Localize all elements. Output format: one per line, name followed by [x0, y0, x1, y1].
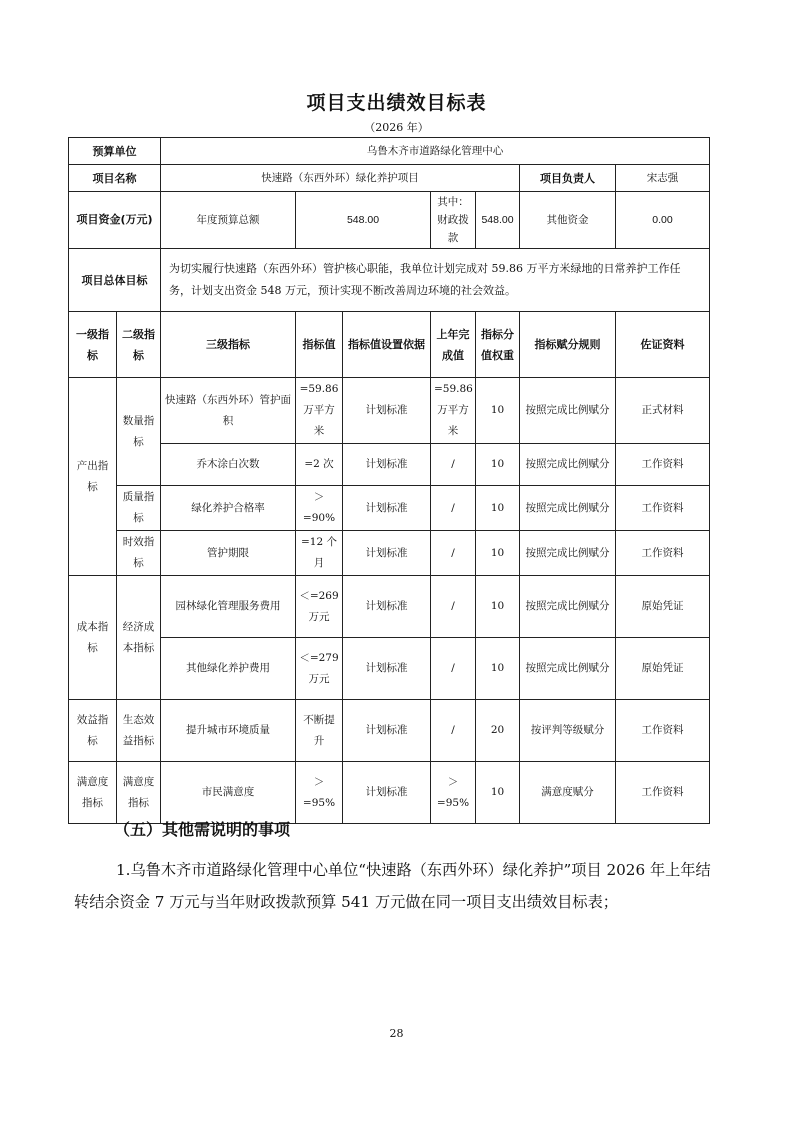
indicator-evidence: 工作资料 [616, 486, 710, 531]
indicator-value: ＜=279 万元 [296, 638, 343, 700]
indicator-last-year: / [431, 700, 476, 762]
indicator-weight: 10 [476, 531, 520, 576]
group-output: 产出指标 [69, 378, 117, 576]
fiscal-value: 548.00 [476, 192, 520, 249]
table-row [69, 378, 710, 444]
indicator-name: 绿化养护合格率 [161, 486, 296, 531]
indicator-last-year: / [431, 576, 476, 638]
page-title: 项目支出绩效目标表 [306, 92, 487, 114]
table-row [69, 531, 710, 576]
indicator-evidence: 原始凭证 [616, 576, 710, 638]
indicator-last-year: / [431, 531, 476, 576]
group-satisfaction: 满意度指标 [69, 762, 117, 824]
table-row [69, 762, 710, 824]
indicator-weight: 10 [476, 444, 520, 486]
table-row [69, 138, 710, 165]
section-heading: （五）其他需说明的事项 [114, 820, 291, 839]
indicator-basis: 计划标准 [343, 638, 431, 700]
indicator-evidence: 正式材料 [616, 378, 710, 444]
indicator-name: 其他绿化养护费用 [161, 638, 296, 700]
header-row [69, 312, 710, 378]
annual-total-value: 548.00 [296, 192, 431, 249]
header-weight: 指标分值权重 [476, 312, 520, 378]
group-cost: 成本指标 [69, 576, 117, 700]
indicator-weight: 10 [476, 762, 520, 824]
owner-value: 宋志强 [616, 165, 710, 192]
table-row [69, 576, 710, 638]
indicator-name: 快速路（东西外环）管护面积 [161, 378, 296, 444]
indicator-rule: 按评判等级赋分 [520, 700, 616, 762]
indicator-last-year: ＞=95% [431, 762, 476, 824]
indicator-value: ＜=269 万元 [296, 576, 343, 638]
indicator-weight: 20 [476, 700, 520, 762]
indicator-value: =12 个月 [296, 531, 343, 576]
indicator-evidence: 工作资料 [616, 531, 710, 576]
project-name-value: 快速路（东西外环）绿化养护项目 [161, 165, 520, 192]
indicator-name: 管护期限 [161, 531, 296, 576]
indicator-basis: 计划标准 [343, 444, 431, 486]
indicator-name: 乔木涂白次数 [161, 444, 296, 486]
indicator-rule: 按照完成比例赋分 [520, 576, 616, 638]
indicator-name: 市民满意度 [161, 762, 296, 824]
header-basis: 指标值设置依据 [343, 312, 431, 378]
header-level2: 二级指标 [117, 312, 161, 378]
funds-label: 项目资金(万元) [69, 192, 161, 249]
header-value: 指标值 [296, 312, 343, 378]
group-satisfaction-sub: 满意度指标 [117, 762, 161, 824]
other-funds-label: 其他资金 [520, 192, 616, 249]
indicator-basis: 计划标准 [343, 531, 431, 576]
table-row [69, 249, 710, 312]
group-quality: 质量指标 [117, 486, 161, 531]
indicator-basis: 计划标准 [343, 378, 431, 444]
performance-table [68, 137, 710, 824]
table-row [69, 192, 710, 249]
indicator-value: ＞=95% [296, 762, 343, 824]
table-year: （2026 年） [364, 121, 429, 134]
other-funds-value: 0.00 [616, 192, 710, 249]
indicator-evidence: 工作资料 [616, 444, 710, 486]
project-name-label: 项目名称 [69, 165, 161, 192]
indicator-basis: 计划标准 [343, 762, 431, 824]
indicator-evidence: 工作资料 [616, 762, 710, 824]
goal-label: 项目总体目标 [69, 249, 161, 312]
indicator-rule: 按照完成比例赋分 [520, 378, 616, 444]
table-row [69, 444, 710, 486]
indicator-name: 提升城市环境质量 [161, 700, 296, 762]
indicator-evidence: 原始凭证 [616, 638, 710, 700]
page-number: 28 [389, 1027, 404, 1040]
goal-text: 为切实履行快速路（东西外环）管护核心职能，我单位计划完成对 59.86 万平方米绿地的日常养护工作任务，计划支出资金 548 万元，预计实现不断改善周边环境的社会效益。 [161, 249, 710, 312]
indicator-rule: 按照完成比例赋分 [520, 444, 616, 486]
indicator-rule: 按照完成比例赋分 [520, 486, 616, 531]
header-level1: 一级指标 [69, 312, 117, 378]
budget-unit-label: 预算单位 [69, 138, 161, 165]
indicator-evidence: 工作资料 [616, 700, 710, 762]
indicator-rule: 按照完成比例赋分 [520, 638, 616, 700]
header-last-year: 上年完成值 [431, 312, 476, 378]
indicator-rule: 满意度赋分 [520, 762, 616, 824]
header-rule: 指标赋分规则 [520, 312, 616, 378]
table-row [69, 700, 710, 762]
fiscal-label: 其中：财政拨款 [431, 192, 476, 249]
group-benefit: 效益指标 [69, 700, 117, 762]
indicator-basis: 计划标准 [343, 486, 431, 531]
indicator-last-year: / [431, 486, 476, 531]
header-evidence: 佐证资料 [616, 312, 710, 378]
group-timeliness: 时效指标 [117, 531, 161, 576]
indicator-value: ＞=90% [296, 486, 343, 531]
group-quantity: 数量指标 [117, 378, 161, 486]
indicator-value: =2 次 [296, 444, 343, 486]
group-eco-benefit: 生态效益指标 [117, 700, 161, 762]
indicator-last-year: / [431, 638, 476, 700]
indicator-last-year: =59.86 万平方米 [431, 378, 476, 444]
indicator-basis: 计划标准 [343, 576, 431, 638]
indicator-weight: 10 [476, 378, 520, 444]
budget-unit-value: 乌鲁木齐市道路绿化管理中心 [161, 138, 710, 165]
indicator-value: =59.86 万平方米 [296, 378, 343, 444]
annual-total-label: 年度预算总额 [161, 192, 296, 249]
note-paragraph: 1.乌鲁木齐市道路绿化管理中心单位“快速路（东西外环）绿化养护”项目 2026 年上年结转结余资金 7 万元与当年财政拨款预算 541 万元做在同一项目支出绩效目标表； [74, 861, 711, 911]
table-row [69, 638, 710, 700]
indicator-name: 园林绿化管理服务费用 [161, 576, 296, 638]
indicator-rule: 按照完成比例赋分 [520, 531, 616, 576]
indicator-weight: 10 [476, 576, 520, 638]
indicator-value: 不断提升 [296, 700, 343, 762]
group-econ-cost: 经济成本指标 [117, 576, 161, 700]
table-row [69, 486, 710, 531]
indicator-last-year: / [431, 444, 476, 486]
owner-label: 项目负责人 [520, 165, 616, 192]
header-level3: 三级指标 [161, 312, 296, 378]
indicator-weight: 10 [476, 486, 520, 531]
indicator-weight: 10 [476, 638, 520, 700]
table-row [69, 165, 710, 192]
indicator-basis: 计划标准 [343, 700, 431, 762]
